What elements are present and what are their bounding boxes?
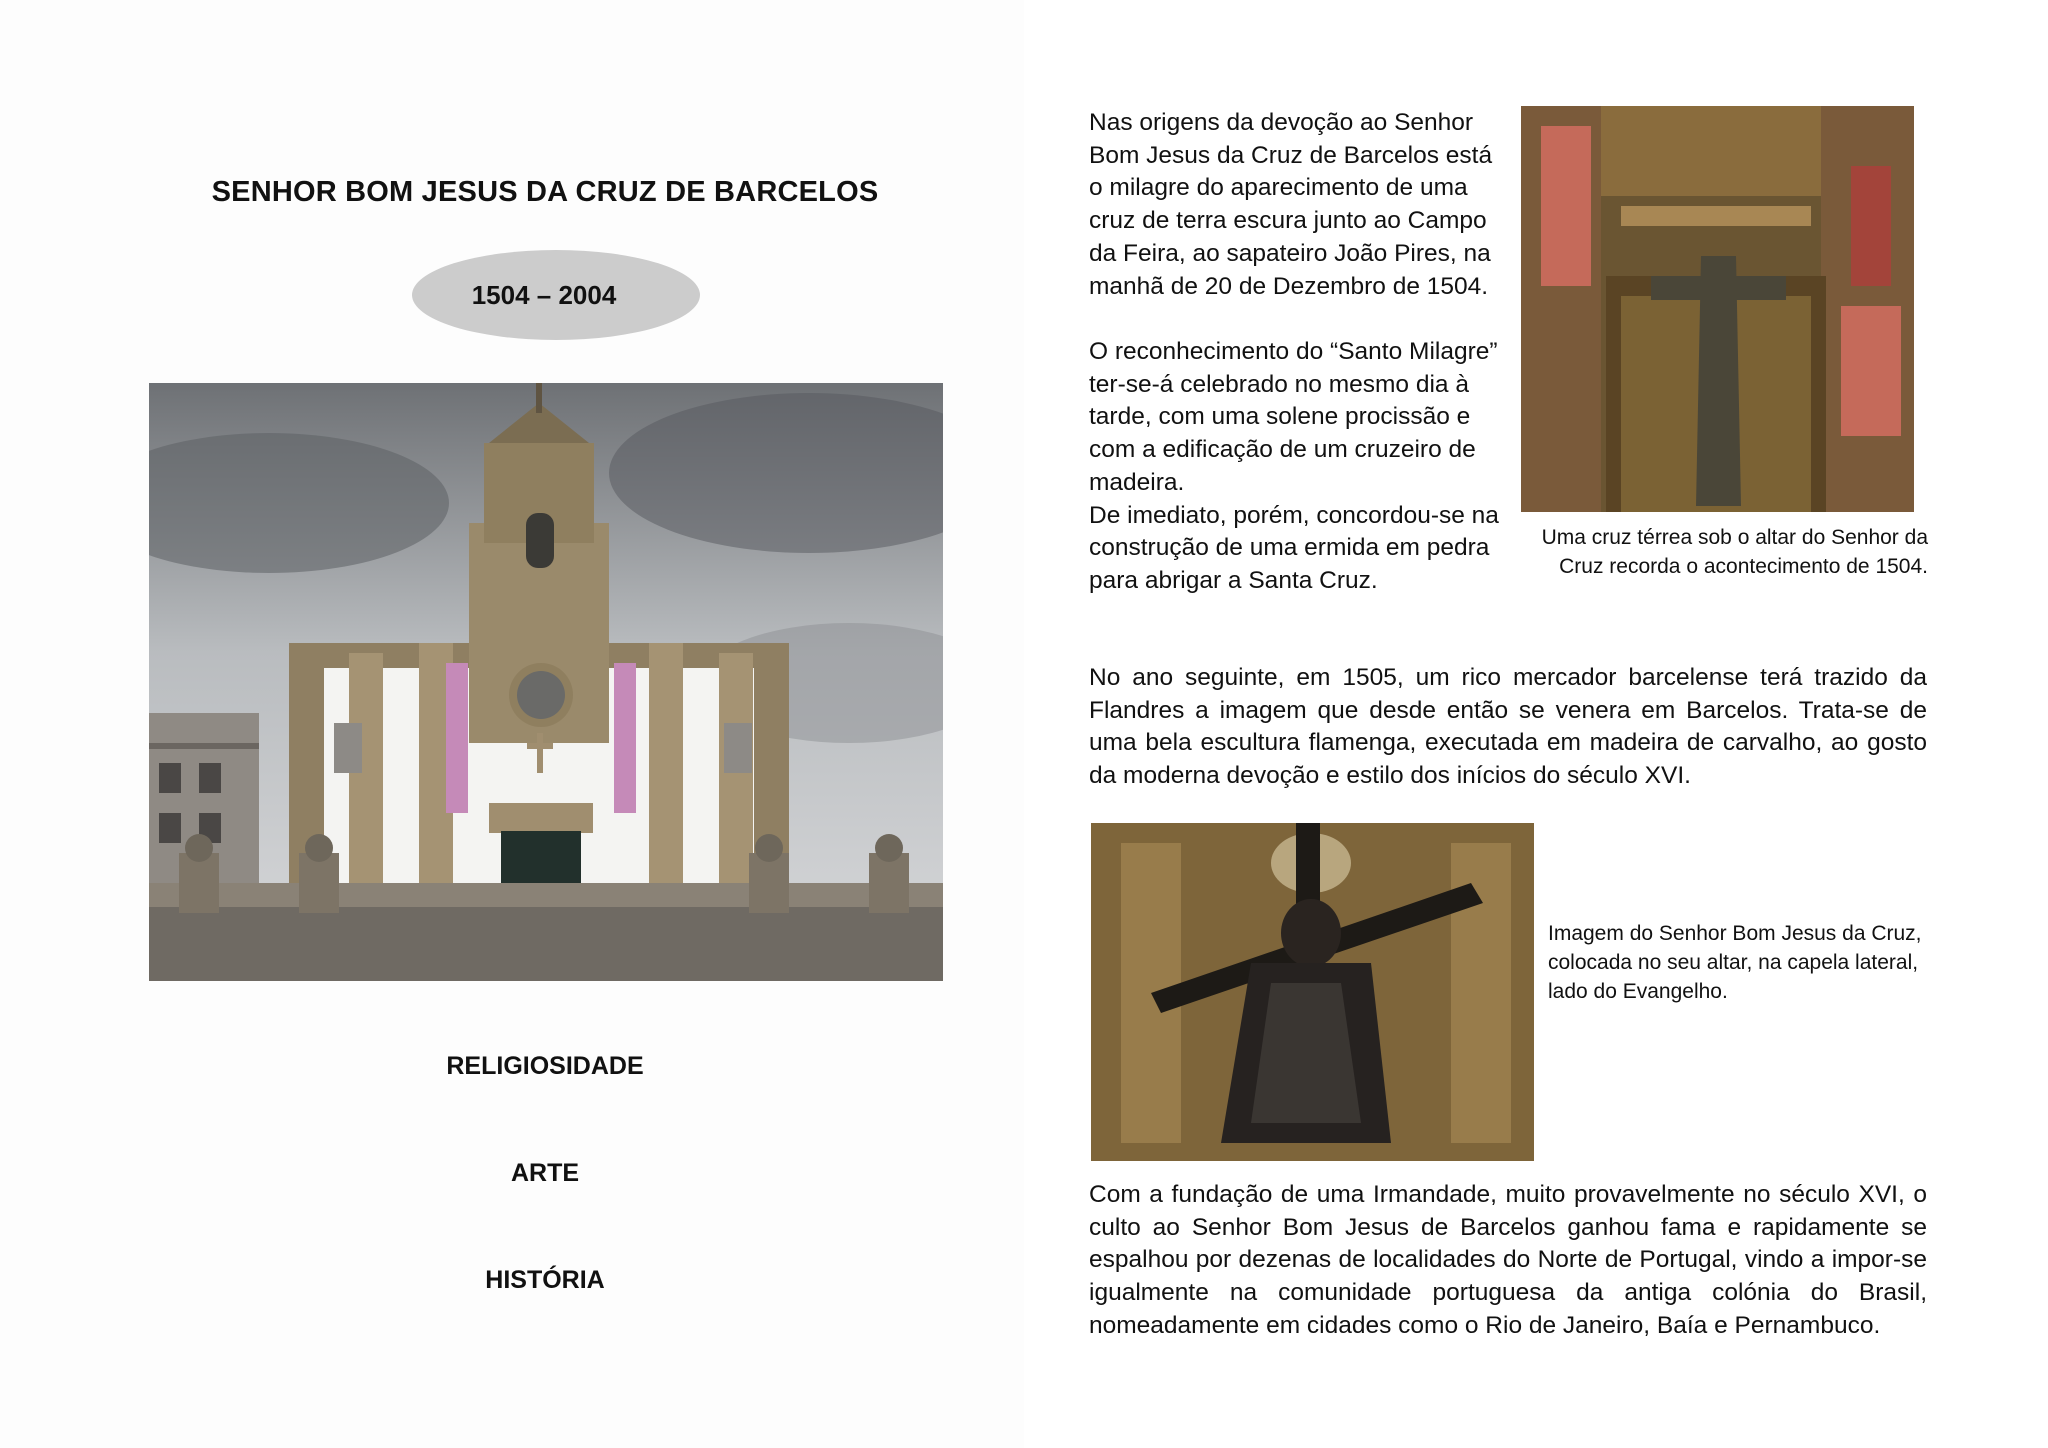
statue-photo bbox=[1091, 823, 1534, 1161]
paragraph-brotherhood: Com a fundação de uma Irmandade, muito provavelmente no século XVI, o culto ao Senhor Bom Jesus de Barcelos ganhou fama e rapidamente se espalhou por dezenas de localidades do Norte de Portugal, vindo a impor-se igualmente na comunidade portuguesa da antiga colónia do Brasil, nomeadamente em cidades como o Rio de Janeiro, Baía e Pernambuco. bbox=[1089, 1181, 1927, 1339]
paragraph-origins: Nas origens da devoção ao Senhor Bom Jesus da Cruz de Barcelos está o milagre do aparecimento de uma cruz de terra escura junto ao Campo da Feira, ao sapateiro João Pires, na manhã de 20 de Dezembro de 1504. bbox=[1089, 109, 1493, 300]
keyword-historia: HISTÓRIA bbox=[485, 1266, 605, 1294]
keyword-arte: ARTE bbox=[510, 1159, 580, 1187]
date-badge bbox=[412, 250, 700, 340]
keyword-religiosidade: RELIGIOSIDADE bbox=[446, 1052, 644, 1080]
paragraph-recognition bbox=[1089, 336, 1509, 598]
church-photo bbox=[149, 383, 943, 981]
earthen-cross-photo bbox=[1521, 106, 1914, 512]
paragraph-recognition-a: O reconhecimento do “Santo Milagre” ter-se-á celebrado no mesmo dia à tarde, com uma solene procissão e com a edificação de um cruzeiro de madeira. bbox=[1089, 338, 1498, 496]
paragraph-flemish-image: No ano seguinte, em 1505, um rico mercador barcelense terá trazido da Flandres a imagem que desde então se venera em Barcelos. Trata-se de uma bela escultura flamenga, executada em madeira de carvalho, ao gosto da moderna devoção e estilo dos inícios do século XVI. bbox=[1089, 664, 1927, 790]
date-range: 1504 – 2004 bbox=[471, 279, 617, 310]
caption-statue: Imagem do Senhor Bom Jesus da Cruz, colocada no seu altar, na capela lateral, lado do Evangelho. bbox=[1548, 922, 1922, 1003]
caption-earthen-cross: Uma cruz térrea sob o altar do Senhor da Cruz recorda o acontecimento de 1504. bbox=[1541, 526, 1928, 578]
paragraph-recognition-b: De imediato, porém, concordou-se na construção de uma ermida em pedra para abrigar a Santa Cruz. bbox=[1089, 501, 1499, 594]
page-title: SENHOR BOM JESUS DA CRUZ DE BARCELOS bbox=[211, 176, 879, 208]
